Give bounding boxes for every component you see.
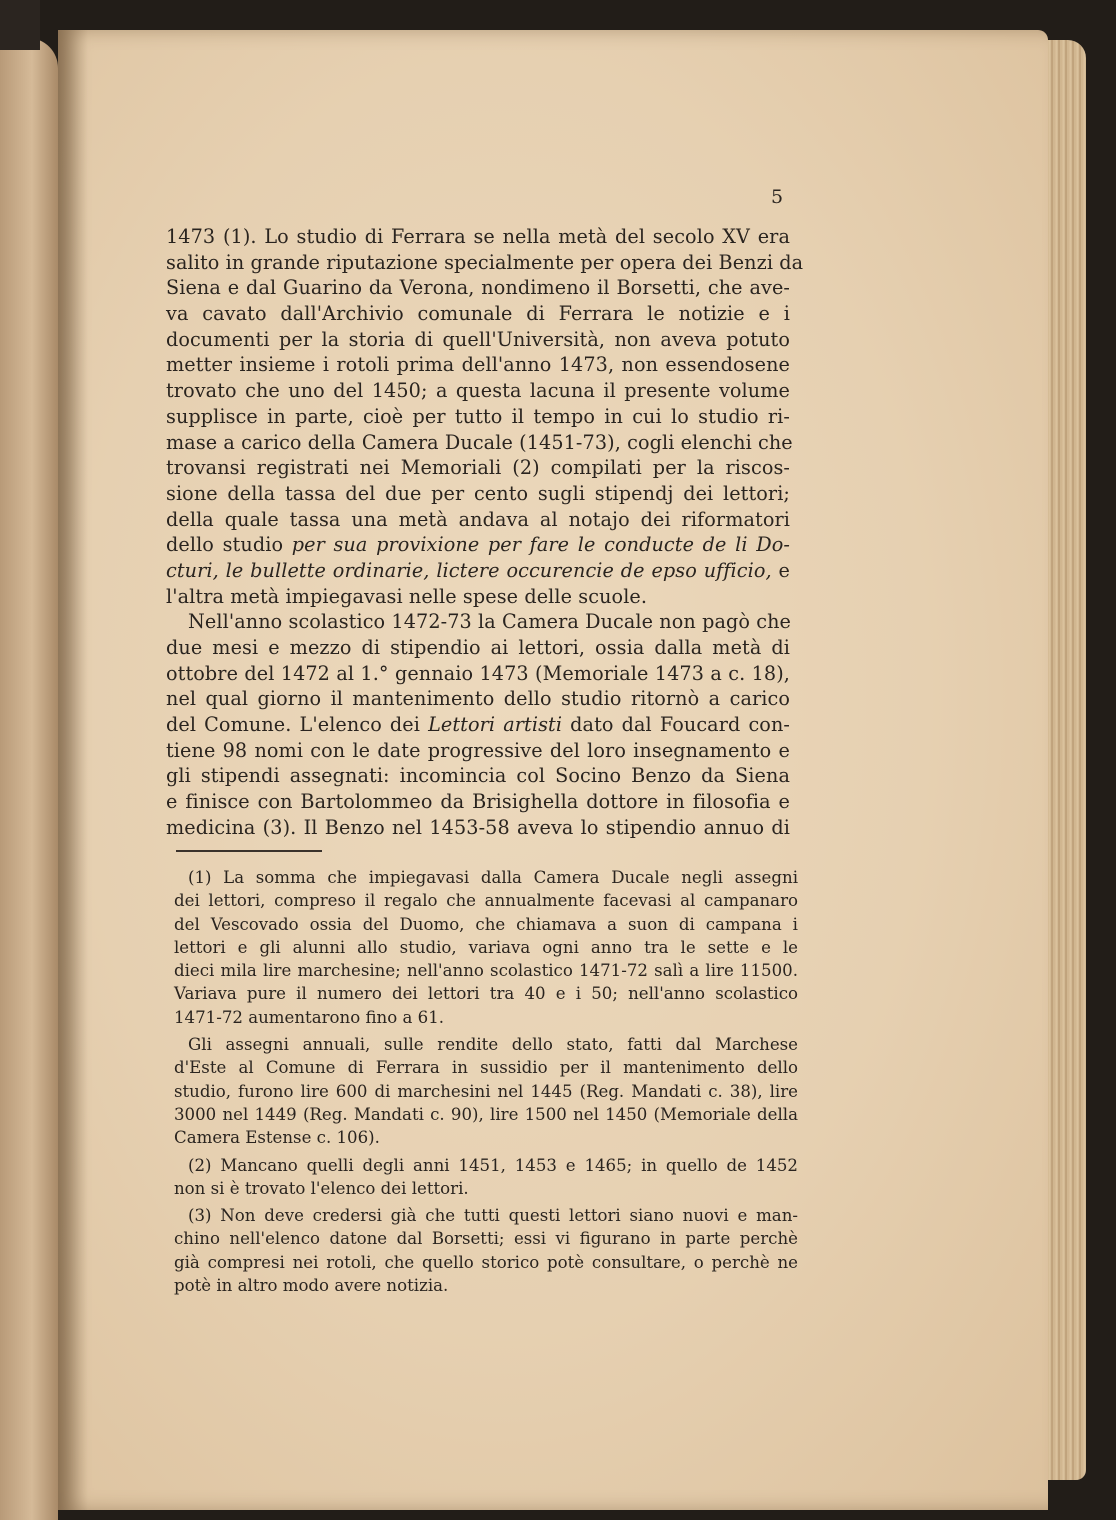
text-fragment: e bbox=[771, 558, 791, 582]
text-line: 1473 (1). Lo studio di Ferrara se nella metà del secolo XV era bbox=[166, 225, 790, 248]
text-line: tiene 98 nomi con le date progressive del loro insegnamento e bbox=[166, 738, 790, 762]
text-line: va cavato dall'Archivio comunale di Ferrara le notizie e i bbox=[166, 302, 790, 326]
footnote-line: dei lettori, compreso il regalo che annualmente facevasi al campanaro bbox=[174, 891, 798, 911]
footnote-line: 1471-72 aumentarono fino a 61. bbox=[174, 1007, 445, 1027]
footnote-line: potè in altro modo avere notizia. bbox=[174, 1276, 449, 1296]
footnotes bbox=[174, 866, 798, 1297]
footnote-line: (1) La somma che impiegavasi dalla Camera Ducale negli assegni bbox=[188, 868, 798, 887]
text-line: e finisce con Bartolommeo da Brisighella dottore in filosofia e bbox=[166, 790, 790, 814]
footnote-line: Camera Estense c. 106). bbox=[174, 1128, 380, 1148]
book-cover-corner bbox=[0, 0, 40, 50]
text-line-italic-mixed bbox=[166, 532, 790, 558]
footnote-line: chino nell'elenco datone dal Borsetti; essi vi figurano in parte perchè bbox=[174, 1229, 798, 1249]
text-line: nel qual giorno il mantenimento dello studio ritornò a carico bbox=[166, 687, 790, 711]
footnote-line: dieci mila lire marchesine; nell'anno scolastico 1471-72 salì a lire 11500. bbox=[174, 961, 798, 981]
footnote-line: (3) Non deve credersi già che tutti questi lettori siano nuovi e man- bbox=[188, 1206, 798, 1226]
text-line: due mesi e mezzo di stipendio ai lettori, ossia dalla metà di bbox=[166, 636, 790, 659]
italic-fragment: per sua provixione per fare le conducte de li Do- bbox=[291, 533, 790, 557]
text-line: l'altra metà impiegavasi nelle spese delle scuole. bbox=[166, 584, 648, 608]
text-line: Siena e dal Guarino da Verona, nondimeno il Borsetti, che ave- bbox=[166, 276, 790, 300]
text-line: trovansi registrati nei Memoriali (2) compilati per la riscos- bbox=[166, 456, 790, 480]
text-line: ottobre del 1472 al 1.° gennaio 1473 (Memoriale 1473 a c. 18), bbox=[166, 661, 790, 685]
text-line: supplisce in parte, cioè per tutto il tempo in cui lo studio ri- bbox=[166, 404, 790, 428]
footnote-line: lettori e gli alunni allo studio, variava ogni anno tra le sette e le bbox=[174, 937, 798, 957]
gutter-shadow bbox=[58, 30, 88, 1510]
footnote-line: d'Este al Comune di Ferrara in sussidio per il mantenimento dello bbox=[174, 1058, 798, 1078]
footnote-line: non si è trovato l'elenco dei lettori. bbox=[174, 1178, 469, 1198]
left-page-edge bbox=[0, 38, 58, 1520]
footnote-line: già compresi nei rotoli, che quello storico potè consultare, o perchè ne bbox=[174, 1252, 798, 1272]
text-fragment: dato dal Foucard con- bbox=[562, 713, 790, 737]
text-line: medicina (3). Il Benzo nel 1453-58 aveva lo stipendio annuo di bbox=[166, 815, 790, 839]
italic-fragment: cturi, le bullette ordinarie, lictere occurencie de epso ufficio, bbox=[166, 558, 772, 582]
footnote-line: Variava pure il numero dei lettori tra 40 e i 50; nell'anno scolastico bbox=[174, 984, 798, 1004]
text-line: metter insieme i rotoli prima dell'anno 1473, non essendosene bbox=[166, 353, 790, 377]
footnote-line: del Vescovado ossia del Duomo, che chiamava a suon di campana i bbox=[174, 914, 798, 934]
footnote-line: studio, furono lire 600 di marchesini nel 1445 (Reg. Mandati c. 38), lire bbox=[174, 1081, 798, 1101]
text-fragment: del Comune. L'elenco dei bbox=[166, 713, 429, 737]
text-line: della quale tassa una metà andava al notajo dei riformatori bbox=[166, 507, 790, 531]
paragraph-start-line: Nell'anno scolastico 1472-73 la Camera Ducale non pagò che bbox=[188, 610, 791, 634]
text-line: sione della tassa del due per cento sugli stipendj dei lettori; bbox=[166, 481, 790, 505]
italic-fragment: Lettori artisti bbox=[428, 713, 563, 737]
text-line: documenti per la storia di quell'Università, non aveva potuto bbox=[166, 327, 790, 351]
footnote-separator bbox=[176, 850, 322, 852]
text-line: gli stipendi assegnati: incomincia col Socino Benzo da Siena bbox=[166, 764, 790, 788]
text-line: trovato che uno del 1450; a questa lacuna il presente volume bbox=[166, 379, 790, 403]
footnote-line: (2) Mancano quelli degli anni 1451, 1453 e 1465; in quello de 1452 bbox=[188, 1155, 798, 1175]
text-line-italic-mixed bbox=[166, 558, 790, 584]
page-number: 5 bbox=[771, 186, 784, 208]
text-line: mase a carico della Camera Ducale (1451-73), cogli elenchi che bbox=[166, 430, 793, 454]
text-line-italic-mixed bbox=[166, 712, 790, 738]
text-fragment: dello studio bbox=[166, 533, 292, 557]
text-line: salito in grande riputazione specialmente per opera dei Benzi da bbox=[166, 250, 804, 274]
main-text bbox=[166, 224, 804, 841]
footnote-line: 3000 nel 1449 (Reg. Mandati c. 90), lire 1500 nel 1450 (Memoriale della bbox=[174, 1104, 798, 1124]
footnote-line: Gli assegni annuali, sulle rendite dello stato, fatti dal Marchese bbox=[188, 1035, 798, 1055]
